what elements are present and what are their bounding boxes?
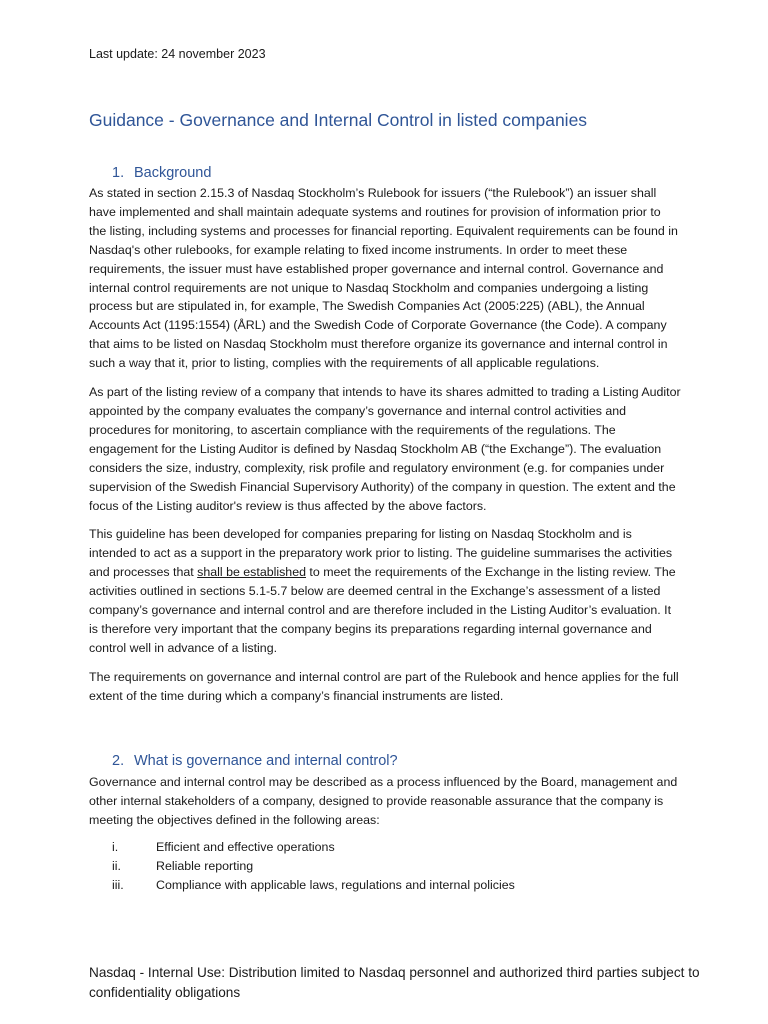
list-marker: ii. — [112, 858, 121, 873]
section-background-body — [89, 184, 681, 716]
list-item-text: Compliance with applicable laws, regulations and internal policies — [156, 877, 515, 892]
list-item — [89, 857, 515, 876]
list-item — [89, 876, 515, 895]
section-number: 2. — [112, 753, 125, 769]
list-item-text: Reliable reporting — [156, 858, 254, 873]
objectives-list — [89, 838, 515, 895]
section-governance-body — [89, 773, 681, 840]
last-update-text: Last update: 24 november 2023 — [89, 47, 266, 61]
list-marker: iii. — [112, 877, 124, 892]
section-heading-governance — [112, 752, 398, 770]
paragraph-text: This guideline has been developed for companies preparing for listing on Nasdaq Stockholm and is intended to act as a support in the preparatory work prior to listing. The guideline summarises the activities and processes that — [89, 527, 673, 580]
list-item — [89, 838, 515, 857]
list-item-text: Efficient and effective operations — [156, 840, 335, 854]
confidentiality-footer: Nasdaq - Internal Use: Distribution limited to Nasdaq personnel and authorized third parties subject to confidentiality obligations — [89, 965, 700, 1000]
document-title: Guidance - Governance and Internal Control in listed companies — [89, 110, 588, 130]
paragraph — [89, 525, 681, 657]
paragraph: As part of the listing review of a company that intends to have its shares admitted to trading a Listing Auditor appointed by the company evaluates the company’s governance and internal control activities and procedures for monitoring, to ascertain compliance with the requirements of the regulations. The engagement for the Listing Auditor is defined by Nasdaq Stockholm AB (“the Exchange”). The evaluation considers the size, industry, complexity, risk profile and regulatory environment (e.g. for companies under supervision of the Swedish Financial Supervisory Authority) of the company in question. The extent and the focus of the Listing auditor's review is thus affected by the above factors. — [89, 385, 681, 513]
paragraph: Governance and internal control may be described as a process influenced by the Board, management and other internal stakeholders of a company, designed to provide reasonable assurance that the company is meeting the objectives defined in the following areas: — [89, 775, 678, 827]
list-marker: i. — [112, 840, 119, 854]
underlined-text: shall be established — [197, 565, 306, 580]
section-heading-background — [112, 164, 211, 182]
section-number: 1. — [112, 165, 125, 181]
paragraph: As stated in section 2.15.3 of Nasdaq Stockholm’s Rulebook for issuers (“the Rulebook”) an issuer shall have implemented and shall maintain adequate systems and routines for provision of information prior to the listing, including systems and processes for financial reporting. Equivalent requirements can be found in Nasdaq's other rulebooks, for example relating to fixed income instruments. In order to meet these requirements, the issuer must have established proper governance and internal control. Governance and internal control requirements are not unique to Nasdaq Stockholm and companies undergoing a listing process but are stipulated in, for example, The Swedish Companies Act (2005:225) (ABL), the Annual Accounts Act (1195:1554) (ÅRL) and the Swedish Code of Corporate Governance (the Code). A company that aims to be listed on Nasdaq Stockholm must therefore organize its governance and internal control in such a way that it, prior to listing, complies with the requirements of all applicable regulations. — [89, 186, 678, 371]
section-heading-text: What is governance and internal control? — [134, 753, 398, 769]
paragraph: The requirements on governance and internal control are part of the Rulebook and hence applies for the full extent of the time during which a company’s financial instruments are listed. — [89, 669, 679, 703]
section-heading-text: Background — [134, 165, 212, 181]
paragraph-text: to meet the requirements of the Exchange in the listing review. The activities outlined in sections 5.1-5.7 below are deemed central in the Exchange’s assessment of a listed company’s governance and internal control and are therefore included in the Listing Auditor’s evaluation. It is therefore very important that the company begins its preparations regarding internal governance and control well in advance of a listing. — [89, 565, 676, 655]
